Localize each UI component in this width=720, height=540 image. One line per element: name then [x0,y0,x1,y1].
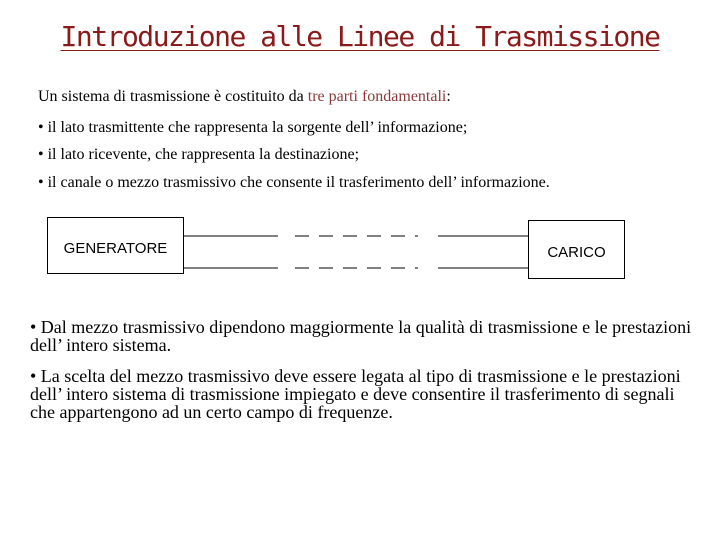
slide-title: Introduzione alle Linee di Trasmissione [60,20,660,53]
load-label: CARICO [547,244,606,261]
intro-text: Un sistema di trasmissione è costituito da [38,88,308,105]
intro-highlight: tre parti fondamentali [307,88,447,105]
bullet-channel: • il canale o mezzo trasmissivo che consente il trasferimento dell’ informazione. [38,174,550,191]
paragraph-choice: • La scelta del mezzo trasmissivo deve essere legata al tipo di trasmissione e le prestazioni dell’ intero sistema di trasmissione impiegato e deve consentire il trasferimento di segnali che appartengono ad un certo campo di frequenze. [30,366,681,422]
generator-label: GENERATORE [63,240,168,257]
bullet-transmitter: • il lato trasmittente che rappresenta la sorgente dell’ informazione; [38,119,468,136]
load-box [528,220,625,279]
paragraph-quality: • Dal mezzo trasmissivo dipendono maggiormente la qualità di trasmissione e le prestazioni dell’ intero sistema. [30,317,692,355]
bullet-receiver: • il lato ricevente, che rappresenta la destinazione; [38,146,360,163]
generator-box [47,217,184,274]
intro-end: : [446,88,451,105]
